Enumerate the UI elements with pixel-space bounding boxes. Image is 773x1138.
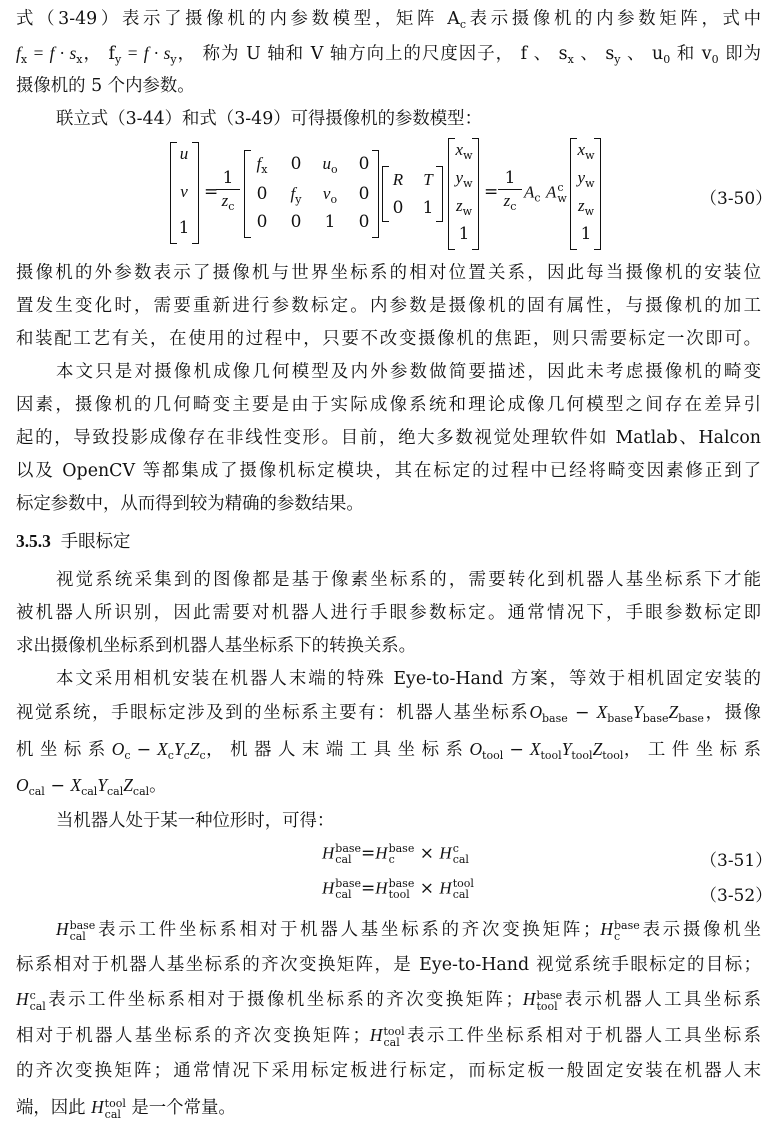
paragraph-line: $O_{cal} - X_{cal}Y_{cal}Z_{cal}$。 — [16, 775, 167, 798]
vector-entry: $y_w$ — [455, 168, 473, 190]
paragraph-line: 标定参数中，从而得到较为精确的参数结果。 — [16, 494, 364, 514]
matrix-entry: 0 — [392, 198, 404, 218]
subscript: x — [76, 53, 83, 66]
subscript: x — [567, 53, 574, 66]
paragraph-line: 当机器人处于某一种位形时，可得： — [56, 811, 335, 831]
paragraph-line: 本文采用相机安装在机器人末端的特殊 Eye-to-Hand 方案，等效于相机固定安装的 — [56, 669, 761, 689]
matrix-entry: 0 — [256, 212, 268, 232]
subscript: 0 — [711, 53, 719, 66]
subscript: c — [228, 200, 235, 213]
text-run: 表示摄像机的内参数矩阵，式中 — [465, 9, 761, 29]
equation-number: （3-52） — [700, 886, 773, 906]
matrix-entry: R — [392, 170, 404, 189]
matrix-symbol: A — [545, 182, 557, 202]
subscript: x — [20, 53, 28, 66]
matrix-entry: 1 — [422, 198, 434, 218]
subscript: c — [534, 191, 541, 205]
subscript: 0 — [663, 53, 671, 66]
section-heading — [16, 530, 761, 553]
paragraph-line: H c cal 表示工件坐标系相对于摄像机坐标系的齐次变换矩阵；H base tool 表示机器人工具坐标系 — [16, 988, 761, 1013]
subscript: y — [170, 53, 177, 66]
math-symbol: f — [16, 43, 21, 63]
matrix-symbol: A — [524, 182, 535, 202]
equation-3-50 — [166, 138, 626, 250]
paragraph-line: 和装配工艺有关，在使用的过程中，只要不改变摄像机的焦距，则只需要标定一次即可。 — [16, 329, 761, 349]
matrix-entry: $f_y$ — [290, 184, 302, 206]
paragraph-line: H base cal 表示工件坐标系相对于机器人基坐标系的齐次变换矩阵；H base c 表示摄像机坐 — [56, 918, 761, 943]
vector-entry: 1 — [178, 218, 190, 238]
paragraph-line: 求出摄像机坐标系到机器人基坐标系下的转换关系。 — [16, 636, 416, 656]
matrix-entry: 0 — [256, 184, 268, 204]
bracket-right — [436, 166, 443, 222]
text-run: ， 称为 U 轴和 V 轴方向上的尺度因子， f 、 s — [176, 44, 568, 64]
paragraph-line: 联立式（3-44）和式（3-49）可得摄像机的参数模型： — [56, 109, 482, 129]
paragraph-line: 置发生变化时，需要重新进行参数标定。内参数是摄像机的固有属性，与摄像机的加工 — [16, 296, 761, 316]
denominator: z — [503, 191, 511, 210]
bracket-right — [472, 138, 479, 250]
vector-entry: $x_w$ — [577, 140, 595, 162]
matrix-entry: 0 — [358, 212, 370, 232]
subscript: y — [114, 53, 122, 66]
paragraph-line: 相对于机器人基坐标系的齐次变换矩阵；H tool cal 表示工件坐标系相对于机器人工具坐标系 — [16, 1024, 761, 1049]
paragraph-line: 标系相对于机器人基坐标系的齐次变换矩阵，是 Eye-to-Hand 视觉系统手眼标定的目标； — [16, 955, 761, 975]
fraction-bar — [498, 189, 522, 190]
bracket-right — [594, 138, 601, 250]
vector-entry: v — [180, 182, 188, 201]
paragraph-line: 摄像机的外参数表示了摄像机与世界坐标系的相对位置关系，因此每当摄像机的安装位 — [16, 263, 761, 283]
text-run: 即为 — [718, 44, 762, 64]
paragraph-line: 摄像机的 5 个内参数。 — [16, 76, 195, 96]
paragraph-line: 视觉系统，手眼标定涉及到的坐标系主要有：机器人基坐标系$O_{base} - X_{base}Y_{base}Z_{base}$，摄像 — [16, 702, 761, 725]
vector-entry: u — [179, 144, 189, 163]
a-matrices — [524, 182, 567, 205]
paragraph-line: 因素，摄像机的几何畸变主要是由于实际成像系统和理论成像几何模型之间存在差异引 — [16, 395, 761, 415]
paragraph-line: 本文只是对摄像机成像几何模型及内外参数做简要描述，因此未考虑摄像机的畸变 — [56, 362, 761, 382]
paragraph-line: 机 坐 标 系 $O_c - X_cY_cZ_c$， 机 器 人 末 端 工 具 坐 标 系 $O_{tool} - X_{tool}Y_{tool}Z_{tool}$， 工 件 坐 标 系 — [16, 739, 762, 762]
equation-number: （3-50） — [700, 189, 773, 209]
text-run: 、 s — [573, 44, 615, 64]
subscript: c — [459, 18, 466, 31]
text-run: ， f — [82, 44, 115, 64]
matrix-entry: 0 — [358, 184, 370, 204]
paragraph-line: 视觉系统采集到的图像都是基于像素坐标系的，需要转化到机器人基坐标系下才能 — [56, 570, 761, 590]
paragraph-line — [16, 8, 761, 36]
equation-number: （3-51） — [700, 851, 773, 871]
numerator: 1 — [222, 168, 234, 188]
subscript: y — [614, 53, 621, 66]
vector-entry: $y_w$ — [577, 168, 595, 190]
math-symbol: = f · s — [121, 43, 171, 63]
text-run: 式（3-49）表示了摄像机的内参数模型，矩阵 A — [16, 9, 460, 29]
vector-entry: 1 — [580, 224, 592, 244]
bracket-right — [372, 150, 379, 238]
numerator: 1 — [504, 168, 516, 188]
fraction — [216, 168, 240, 213]
math-symbol: = f · s — [27, 43, 77, 63]
equation-3-52: H base cal =H base tool × H tool cal — [322, 877, 474, 901]
section-number: 3.5.3 — [16, 531, 51, 551]
text-run: 和 v — [670, 44, 712, 64]
subscript: c — [510, 200, 517, 213]
bracket-right — [192, 142, 199, 244]
paragraph-line — [16, 42, 761, 71]
paragraph-line: 被机器人所识别，因此需要对机器人进行手眼参数标定。通常情况下，手眼参数标定即 — [16, 603, 761, 623]
fraction — [498, 168, 522, 213]
paragraph-line: 的齐次变换矩阵；通常情况下采用标定板进行标定，而标定板一般固定安装在机器人末 — [16, 1061, 761, 1081]
vector-entry: $z_w$ — [455, 196, 473, 218]
matrix-entry: T — [423, 170, 433, 189]
matrix-entry: 0 — [290, 154, 302, 174]
equals-sign: = — [484, 182, 499, 202]
sup-sub: c w — [557, 181, 567, 205]
matrix-entry: $u_o$ — [322, 154, 338, 176]
matrix-entry: $f_x$ — [256, 154, 268, 176]
denominator: z — [221, 191, 229, 210]
vector-entry: $z_w$ — [577, 196, 595, 218]
text-run: 、 u — [620, 44, 664, 64]
matrix-entry: $v_o$ — [322, 184, 338, 206]
equals-sign: = — [204, 182, 219, 202]
matrix-entry: 0 — [358, 154, 370, 174]
paragraph-line: 以及 OpenCV 等都集成了摄像机标定模块，其在标定的过程中已经将畸变因素修正到了 — [16, 461, 761, 481]
matrix-entry: 1 — [324, 212, 336, 232]
vector-entry: $x_w$ — [455, 140, 473, 162]
fraction-bar — [216, 189, 240, 190]
equation-3-51: H base cal =H base c × H c cal — [322, 842, 469, 866]
paragraph-line: 起的，导致投影成像存在非线性变形。目前，绝大多数视觉处理软件如 Matlab、Halcon — [16, 428, 761, 448]
matrix-entry: 0 — [290, 212, 302, 232]
vector-entry: 1 — [458, 224, 470, 244]
paragraph-line: 端，因此 H tool cal 是一个常量。 — [16, 1096, 236, 1121]
section-title: 手眼标定 — [60, 532, 131, 552]
